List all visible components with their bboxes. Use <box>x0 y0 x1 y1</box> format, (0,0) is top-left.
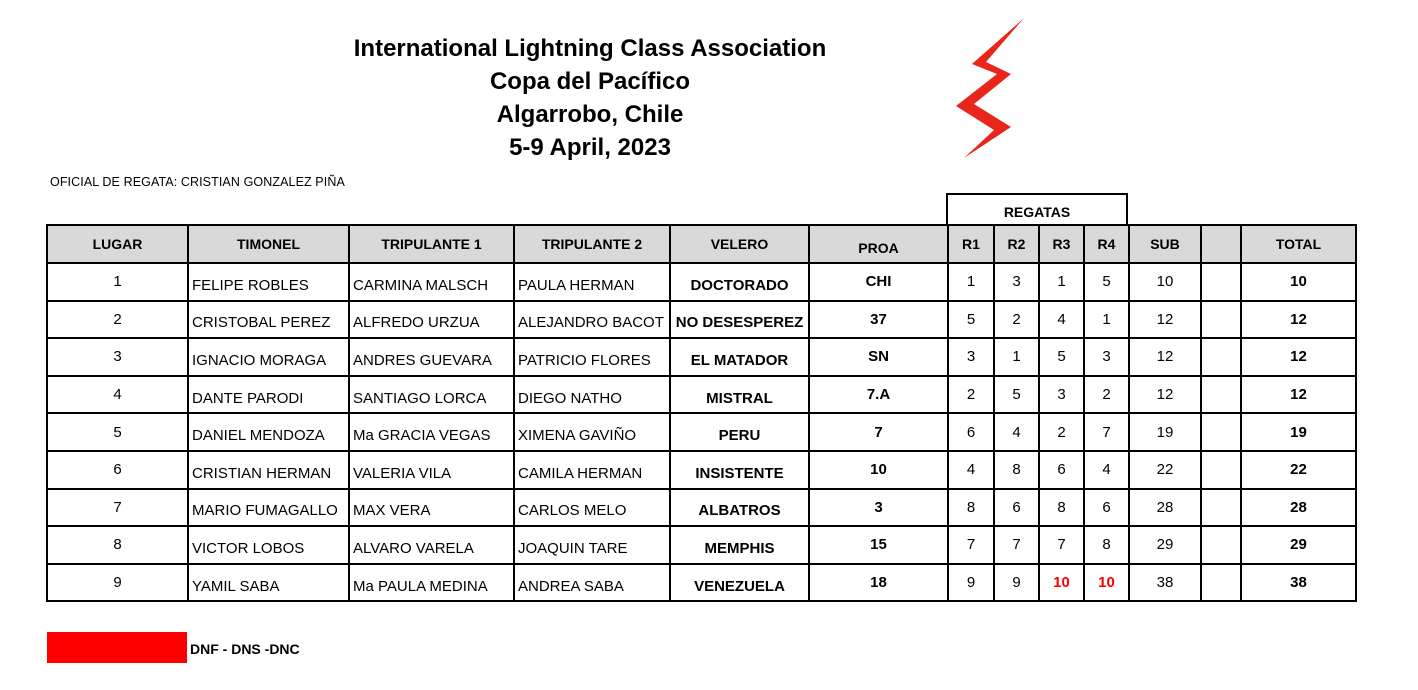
cell-proa: 7 <box>809 413 948 451</box>
cell-sub: 19 <box>1129 413 1201 451</box>
cell-total: 12 <box>1241 301 1356 339</box>
cell-velero: MEMPHIS <box>670 526 809 564</box>
cell-velero: ALBATROS <box>670 489 809 527</box>
cell-tripulante1: VALERIA VILA <box>349 451 514 489</box>
cell-tripulante2: PATRICIO FLORES <box>514 338 670 376</box>
cell-proa: 18 <box>809 564 948 602</box>
cell-blank <box>1201 338 1241 376</box>
cell-timonel: CRISTOBAL PEREZ <box>188 301 349 339</box>
col-lugar: LUGAR <box>47 225 188 263</box>
cell-r4: 3 <box>1084 338 1129 376</box>
cell-timonel: DANTE PARODI <box>188 376 349 414</box>
cell-proa: SN <box>809 338 948 376</box>
cell-r3: 1 <box>1039 263 1084 301</box>
col-r3: R3 <box>1039 225 1084 263</box>
event-location: Algarrobo, Chile <box>496 101 684 128</box>
cell-blank <box>1201 526 1241 564</box>
cell-sub: 12 <box>1129 338 1201 376</box>
cell-lugar: 4 <box>47 376 188 414</box>
cell-tripulante1: ALFREDO URZUA <box>349 301 514 339</box>
cell-proa: CHI <box>809 263 948 301</box>
cell-sub: 12 <box>1129 301 1201 339</box>
cell-tripulante2: JOAQUIN TARE <box>514 526 670 564</box>
cell-timonel: DANIEL MENDOZA <box>188 413 349 451</box>
cell-velero: DOCTORADO <box>670 263 809 301</box>
cell-total: 22 <box>1241 451 1356 489</box>
cell-r3: 3 <box>1039 376 1084 414</box>
cell-tripulante1: CARMINA MALSCH <box>349 263 514 301</box>
cell-r4: 10 <box>1084 564 1129 602</box>
col-tripulante1: TRIPULANTE 1 <box>349 225 514 263</box>
cell-sub: 29 <box>1129 526 1201 564</box>
cell-tripulante2: PAULA HERMAN <box>514 263 670 301</box>
cell-sub: 10 <box>1129 263 1201 301</box>
cell-timonel: YAMIL SABA <box>188 564 349 602</box>
race-official: OFICIAL DE REGATA: CRISTIAN GONZALEZ PIÑA <box>50 175 345 189</box>
cell-tripulante1: MAX VERA <box>349 489 514 527</box>
cell-velero: MISTRAL <box>670 376 809 414</box>
cell-lugar: 6 <box>47 451 188 489</box>
col-sub: SUB <box>1129 225 1201 263</box>
cell-r1: 7 <box>948 526 994 564</box>
col-tripulante2: TRIPULANTE 2 <box>514 225 670 263</box>
cell-sub: 12 <box>1129 376 1201 414</box>
cell-r1: 8 <box>948 489 994 527</box>
cell-total: 38 <box>1241 564 1356 602</box>
cell-r2: 3 <box>994 263 1039 301</box>
cell-total: 28 <box>1241 489 1356 527</box>
table-row <box>47 413 1356 451</box>
cell-timonel: MARIO FUMAGALLO <box>188 489 349 527</box>
dnf-legend-swatch <box>47 632 187 663</box>
col-r2: R2 <box>994 225 1039 263</box>
cell-timonel: CRISTIAN HERMAN <box>188 451 349 489</box>
cell-tripulante1: Ma GRACIA VEGAS <box>349 413 514 451</box>
cell-timonel: IGNACIO MORAGA <box>188 338 349 376</box>
table-row <box>47 263 1356 301</box>
cell-velero: EL MATADOR <box>670 338 809 376</box>
cell-r4: 1 <box>1084 301 1129 339</box>
cell-total: 29 <box>1241 526 1356 564</box>
cell-sub: 22 <box>1129 451 1201 489</box>
cell-tripulante1: ALVARO VARELA <box>349 526 514 564</box>
cell-blank <box>1201 263 1241 301</box>
cell-sub: 38 <box>1129 564 1201 602</box>
cell-velero: VENEZUELA <box>670 564 809 602</box>
cell-r4: 7 <box>1084 413 1129 451</box>
col-timonel: TIMONEL <box>188 225 349 263</box>
cell-tripulante2: CARLOS MELO <box>514 489 670 527</box>
cell-blank <box>1201 564 1241 602</box>
header-row <box>47 225 1356 263</box>
cell-r3: 10 <box>1039 564 1084 602</box>
col-velero: VELERO <box>670 225 809 263</box>
cell-velero: PERU <box>670 413 809 451</box>
cell-r1: 5 <box>948 301 994 339</box>
cell-r3: 8 <box>1039 489 1084 527</box>
cell-proa: 3 <box>809 489 948 527</box>
cell-tripulante1: SANTIAGO LORCA <box>349 376 514 414</box>
cell-tripulante2: XIMENA GAVIÑO <box>514 413 670 451</box>
cell-tripulante2: ANDREA SABA <box>514 564 670 602</box>
cell-lugar: 5 <box>47 413 188 451</box>
cell-timonel: VICTOR LOBOS <box>188 526 349 564</box>
col-blank <box>1201 225 1241 263</box>
cell-total: 12 <box>1241 338 1356 376</box>
cell-blank <box>1201 301 1241 339</box>
cell-r2: 4 <box>994 413 1039 451</box>
cell-tripulante1: Ma PAULA MEDINA <box>349 564 514 602</box>
col-proa: PROA <box>809 225 948 263</box>
cell-r4: 8 <box>1084 526 1129 564</box>
table-row <box>47 564 1356 602</box>
cell-velero: NO DESESPEREZ <box>670 301 809 339</box>
cell-r3: 4 <box>1039 301 1084 339</box>
event-dates: 5-9 April, 2023 <box>509 134 671 161</box>
cell-r1: 1 <box>948 263 994 301</box>
cell-proa: 15 <box>809 526 948 564</box>
cell-r1: 9 <box>948 564 994 602</box>
table-row <box>47 338 1356 376</box>
cell-r2: 8 <box>994 451 1039 489</box>
cell-r4: 5 <box>1084 263 1129 301</box>
table-row <box>47 451 1356 489</box>
cell-lugar: 2 <box>47 301 188 339</box>
col-r4: R4 <box>1084 225 1129 263</box>
cell-r2: 1 <box>994 338 1039 376</box>
cell-total: 19 <box>1241 413 1356 451</box>
cell-blank <box>1201 413 1241 451</box>
lightning-bolt-icon <box>950 14 1032 162</box>
col-r1: R1 <box>948 225 994 263</box>
cell-total: 12 <box>1241 376 1356 414</box>
cell-r2: 2 <box>994 301 1039 339</box>
cell-r3: 5 <box>1039 338 1084 376</box>
cell-lugar: 8 <box>47 526 188 564</box>
cell-lugar: 7 <box>47 489 188 527</box>
cell-tripulante1: ANDRES GUEVARA <box>349 338 514 376</box>
cell-tripulante2: CAMILA HERMAN <box>514 451 670 489</box>
cell-timonel: FELIPE ROBLES <box>188 263 349 301</box>
cell-blank <box>1201 376 1241 414</box>
cell-velero: INSISTENTE <box>670 451 809 489</box>
dnf-legend-label: DNF - DNS -DNC <box>190 641 300 657</box>
cell-r2: 6 <box>994 489 1039 527</box>
table-row <box>47 489 1356 527</box>
cell-tripulante2: ALEJANDRO BACOT <box>514 301 670 339</box>
cell-blank <box>1201 489 1241 527</box>
document-header <box>300 32 880 164</box>
col-total: TOTAL <box>1241 225 1356 263</box>
cell-r1: 2 <box>948 376 994 414</box>
cell-r2: 7 <box>994 526 1039 564</box>
cell-proa: 7.A <box>809 376 948 414</box>
cell-r3: 7 <box>1039 526 1084 564</box>
cell-lugar: 3 <box>47 338 188 376</box>
table-row <box>47 376 1356 414</box>
cell-total: 10 <box>1241 263 1356 301</box>
table-row <box>47 301 1356 339</box>
cell-r4: 4 <box>1084 451 1129 489</box>
cell-r4: 6 <box>1084 489 1129 527</box>
cell-proa: 37 <box>809 301 948 339</box>
cell-r4: 2 <box>1084 376 1129 414</box>
cell-r1: 3 <box>948 338 994 376</box>
cell-blank <box>1201 451 1241 489</box>
cell-r3: 6 <box>1039 451 1084 489</box>
cell-r3: 2 <box>1039 413 1084 451</box>
cell-lugar: 1 <box>47 263 188 301</box>
cell-proa: 10 <box>809 451 948 489</box>
cell-sub: 28 <box>1129 489 1201 527</box>
cell-r1: 6 <box>948 413 994 451</box>
cell-r1: 4 <box>948 451 994 489</box>
table-row <box>47 526 1356 564</box>
regatas-group-header: REGATAS <box>946 193 1128 225</box>
cell-r2: 5 <box>994 376 1039 414</box>
association-title: International Lightning Class Association <box>353 35 827 62</box>
cell-r2: 9 <box>994 564 1039 602</box>
cell-lugar: 9 <box>47 564 188 602</box>
cell-tripulante2: DIEGO NATHO <box>514 376 670 414</box>
event-title: Copa del Pacífico <box>489 68 691 95</box>
results-table <box>46 224 1357 602</box>
